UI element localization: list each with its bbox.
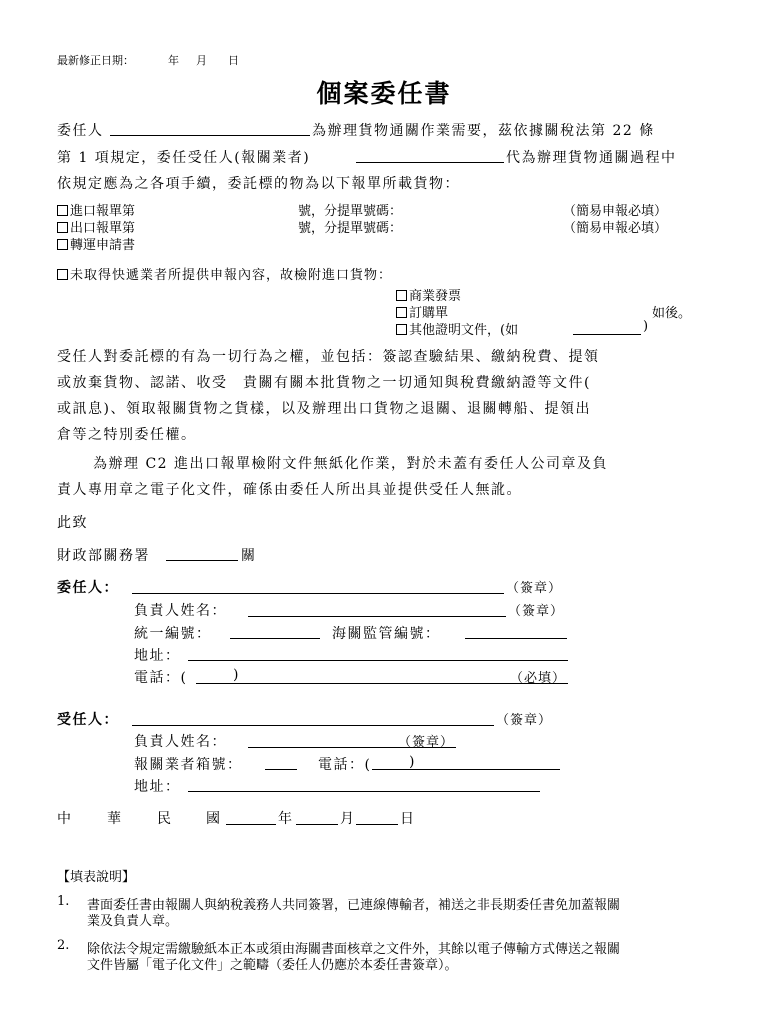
revised-day: 日 [228, 54, 239, 67]
principal-phone-close: ) [233, 667, 240, 683]
agent-rep-seal: （簽章） [398, 735, 455, 750]
agent-name-line[interactable] [356, 161, 504, 163]
date-year-line[interactable] [226, 823, 276, 825]
date-guo: 國 [206, 811, 222, 827]
notes-heading: 【填表說明】 [57, 870, 136, 885]
principal-phone-label: 電話：( [134, 670, 188, 686]
para2-line1: 受任人對委託標的有為一切行為之權，並包括：簽認查驗結果、繳納稅費、提領 [57, 349, 600, 365]
transship-row [57, 234, 135, 253]
note-2-num: 2. [57, 938, 70, 953]
principal-required: （必填） [510, 671, 567, 686]
export-checkbox[interactable] [57, 222, 68, 233]
express-checkbox[interactable] [57, 269, 68, 280]
revised-month: 月 [196, 54, 207, 67]
note-2-line1: 除依法令規定需繳驗紙本正本或須由海關書面核章之文件外，其餘以電子傳輸方式傳送之報關 [87, 942, 621, 957]
mof-label: 財政部關務署 [57, 548, 150, 564]
agent-rep-label: 負責人姓名： [134, 734, 227, 750]
transship-label: 轉運申請書 [70, 238, 136, 253]
para2-line3: 或訊息)、領取報關貨物之貨樣，以及辦理出口貨物之退關、退關轉船、提領出 [57, 401, 591, 417]
note-1-num: 1. [57, 894, 70, 909]
agent-seal: （簽章） [496, 713, 553, 728]
principal-ubn-line[interactable] [230, 637, 320, 639]
principal-rep-line[interactable] [248, 615, 506, 617]
para3-line2: 責人專用章之電子化文件，確係由委任人所出具並提供受任人無訛。 [57, 482, 522, 498]
agent-address-label: 地址： [134, 779, 181, 795]
date-min: 民 [157, 811, 173, 827]
para1-line2b: 代為辦理貨物通關過程中 [506, 150, 677, 166]
express-row [57, 264, 392, 283]
para2-line4: 倉等之特別委任權。 [57, 427, 197, 443]
as-follows-text: 如後。 [652, 306, 692, 321]
principal-seal: （簽章） [506, 581, 563, 596]
principal-ubn-label: 統一編號： [134, 626, 212, 642]
principal-rep-seal: （簽章） [508, 604, 565, 619]
note-1-line2: 業及負責人章。 [87, 914, 179, 929]
order-label: 訂購單 [409, 306, 449, 321]
import-note: （簡易申報必填） [563, 204, 668, 219]
principal-rep-label: 負責人姓名： [134, 603, 227, 619]
revised-year: 年 [168, 54, 179, 67]
guan-label: 關 [241, 548, 257, 564]
customs-office-line[interactable] [166, 559, 238, 561]
principal-customs-no-label: 海關監管編號： [332, 626, 441, 642]
export-bl-label: 號，分提單號碼： [298, 221, 403, 236]
page-title: 個案委任書 [316, 79, 452, 108]
para3-line1: 為辦理 C2 進出口報單檢附文件無紙化作業，對於未蓋有委任人公司章及負 [93, 456, 609, 472]
invoice-checkbox[interactable] [396, 290, 407, 301]
date-hua: 華 [107, 811, 123, 827]
note-2-line2: 文件皆屬「電子化文件」之範疇（委任人仍應於本委任書簽章）。 [87, 958, 458, 973]
principal-sign-line[interactable] [132, 592, 504, 594]
principal-address-line[interactable] [188, 659, 568, 661]
date-month-line[interactable] [296, 823, 338, 825]
date-zhong: 中 [57, 811, 73, 827]
agent-box-line[interactable] [265, 768, 297, 770]
agent-label: 受任人： [57, 712, 119, 728]
revised-date-label: 最新修正日期： [57, 54, 134, 67]
import-checkbox[interactable] [57, 205, 68, 216]
ci-zhi: 此致 [57, 515, 88, 531]
agent-phone-line[interactable] [372, 768, 560, 770]
order-checkbox[interactable] [396, 307, 407, 318]
invoice-label: 商業發票 [409, 289, 462, 304]
para1-line3: 依規定應為之各項手續，委託標的物為以下報單所載貨物： [57, 176, 460, 192]
principal-name-line[interactable] [110, 134, 310, 136]
date-yue: 月 [340, 811, 356, 827]
date-day-line[interactable] [356, 823, 398, 825]
express-label: 未取得快遞業者所提供申報內容，故檢附進口貨物： [70, 268, 393, 283]
other-docs-close: ) [643, 319, 649, 334]
import-bl-label: 號，分提單號碼： [298, 204, 403, 219]
principal-label: 委任人： [57, 580, 119, 596]
principal-intro: 委任人 [57, 123, 104, 139]
agent-sign-line[interactable] [132, 724, 494, 726]
agent-box-label: 報關業者箱號： [134, 757, 243, 773]
agent-address-line[interactable] [188, 790, 540, 792]
principal-customs-no-line[interactable] [465, 637, 567, 639]
export-label: 出口報單第 [70, 221, 136, 236]
date-nian: 年 [278, 811, 294, 827]
principal-address-label: 地址： [134, 648, 181, 664]
note-1-line1: 書面委任書由報關人與納稅義務人共同簽署，已連線傳輸者，補送之非長期委任書免加蓋報關 [87, 898, 621, 913]
other-docs-row [396, 319, 518, 338]
agent-phone-label: 電話：( [318, 757, 372, 773]
export-note: （簡易申報必填） [563, 221, 668, 236]
date-ri: 日 [400, 811, 416, 827]
other-docs-label: 其他證明文件，(如 [409, 323, 519, 338]
para1-line2a: 第 1 項規定，委任受任人(報關業者) [57, 150, 311, 166]
other-docs-checkbox[interactable] [396, 324, 407, 335]
para1-line1: 為辦理貨物通關作業需要，茲依據關稅法第 22 條 [312, 123, 655, 139]
transship-checkbox[interactable] [57, 239, 68, 250]
para2-line2: 或放棄貨物、認諾、收受 貴關有關本批貨物之一切通知與稅費繳納證等文件( [57, 375, 591, 391]
agent-phone-close: ) [409, 754, 416, 770]
import-label: 進口報單第 [70, 204, 136, 219]
other-docs-line[interactable] [573, 333, 641, 335]
